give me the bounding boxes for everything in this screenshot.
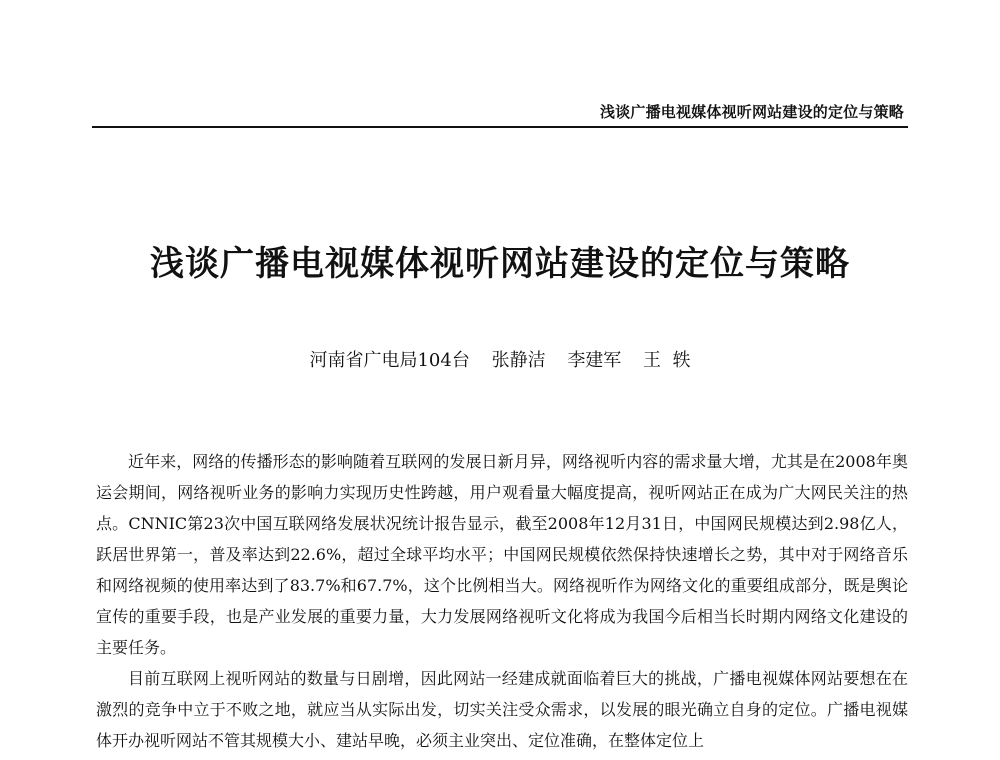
byline <box>0 346 1000 372</box>
author-name: 王 轶 <box>643 350 691 371</box>
author-name: 张静洁 <box>491 350 546 371</box>
header-rule <box>92 126 908 128</box>
paragraph: 目前互联网上视听网站的数量与日剧增，因此网站一经建成就面临着巨大的挑战，广播电视媒体网站要想在在激烈的竞争中立于不败之地，就应当从实际出发，切实关注受众需求，以发展的眼光确立自身的定位。广播电视媒体开办视听网站不管其规模大小、建站早晚，必须主业突出、定位准确，在整体定位上 <box>96 669 908 750</box>
running-header: 浅谈广播电视媒体视听网站建设的定位与策略 <box>599 103 904 121</box>
paragraph: 近年来，网络的传播形态的影响随着互联网的发展日新月异，网络视听内容的需求量大增，尤其是在2008年奥运会期间，网络视听业务的影响力实现历史性跨越，用户观看量大幅度提高，视听网站正在成为广大网民关注的热点。CNNIC第23次中国互联网络发展状况统计报告显示，截至2008年12月31日，中国网民规模达到2.98亿人，跃居世界第一，普及率达到22.6%，超过全球平均水平；中国网民规模依然保持快速增长之势，其中对于网络音乐和网络视频的使用率达到了83.7%和67.7%，这个比例相当大。网络视听作为网络文化的重要组成部分，既是舆论宣传的重要手段，也是产业发展的重要力量，大力发展网络视听文化将成为我国今后相当长时期内网络文化建设的主要任务。 <box>96 452 908 657</box>
author-affiliation: 河南省广电局104台 <box>309 350 470 371</box>
article-body <box>96 446 908 756</box>
article-title: 浅谈广播电视媒体视听网站建设的定位与策略 <box>150 244 850 284</box>
author-name: 李建军 <box>567 350 622 371</box>
